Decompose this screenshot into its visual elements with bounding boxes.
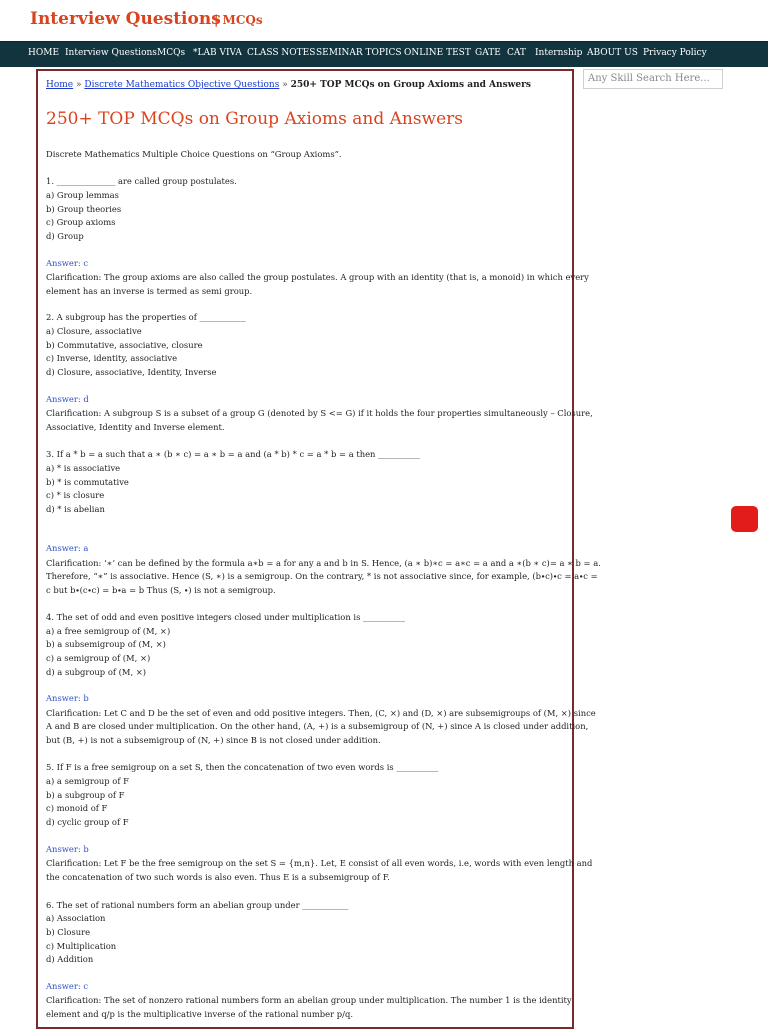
nav-interview-questions[interactable]: Interview Questions [65,48,157,58]
question-text: 4. The set of odd and even positive integers closed under multiplication is __________ [46,612,405,622]
intro-text: Discrete Mathematics Multiple Choice Questions on “Group Axioms”. [46,149,342,159]
main-navigation [0,41,768,67]
question-text: 1. ______________ are called group postulates. [46,176,237,186]
clarification: c but b∙(c∙c) = b∙a = b Thus (S, ∙) is not a semigroup. [46,585,276,595]
search-input[interactable]: Any Skill Search Here... [583,69,723,89]
option: d) Addition [46,954,94,964]
option: c) Inverse, identity, associative [46,353,178,363]
question-text: 5. If F is a free semigroup on a set S, then the concatenation of two even words is __________ [46,762,439,772]
page-title: 250+ TOP MCQs on Group Axioms and Answers [46,109,464,129]
breadcrumb-category[interactable]: Discrete Mathematics Objective Questions [84,80,280,90]
nav-gate[interactable]: GATE [475,48,501,58]
nav-home[interactable]: HOME [28,48,60,58]
option: b) a subsemigroup of (M, ×) [46,639,166,649]
clarification: Clarification: The set of nonzero rational numbers form an abelian group under multiplication. The number 1 is the identity [46,995,572,1005]
clarification: Clarification: Let F be the free semigroup on the set S = {m,n}. Let, E consist of all even words, i.e, words with even length and [46,858,593,868]
option: c) * is closure [46,490,105,500]
answer-link[interactable]: Answer: c [46,981,89,991]
question-text: 6. The set of rational numbers form an abelian group under ___________ [46,900,349,910]
clarification: Clarification: Let C and D be the set of even and odd positive integers. Then, (C, ×) and (D, ×) are subsemigroups of (M, ×) since [46,708,596,718]
nav-about-us[interactable]: ABOUT US [587,48,638,58]
option: b) Commutative, associative, closure [46,340,203,350]
option: b) a subgroup of F [46,790,125,800]
breadcrumb [46,80,531,90]
site-header [0,0,768,41]
option: d) * is abelian [46,504,105,514]
question-text: 3. If a * b = a such that a ∗ (b ∗ c) = a ∗ b = a and (a * b) * c = a * b = a then __________ [46,449,420,459]
answer-link[interactable]: Answer: c [46,258,89,268]
breadcrumb-separator: » [282,80,288,90]
clarification: Associative, Identity and Inverse element. [46,422,225,432]
clarification: Therefore, “∗” is associative. Hence (S, ∗) is a semigroup. On the contrary, * is not associative since, for example, (b∙c)∙c = a∙c = [46,571,598,581]
nav-cat[interactable]: CAT [507,48,526,58]
nav-privacy-policy[interactable]: Privacy Policy [643,48,707,58]
option: b) * is commutative [46,477,129,487]
option: d) Group [46,231,84,241]
breadcrumb-home[interactable]: Home [46,80,74,90]
option: c) a semigroup of (M, ×) [46,653,151,663]
clarification: the concatenation of two such words is also even. Thus E is a subsemigroup of F. [46,872,390,882]
clarification: but (B, +) is not a subsemigroup of (N, +) since B is not closed under addition. [46,735,381,745]
option: c) Group axioms [46,217,116,227]
clarification: Clarification: A subgroup S is a subset of a group G (denoted by S <= G) if it holds the four properties simultaneously – Closure, [46,408,593,418]
nav-internship[interactable]: Internship [535,48,583,58]
site-title[interactable]: Interview Questions [30,9,221,29]
answer-link[interactable]: Answer: b [46,844,89,854]
option: d) Closure, associative, Identity, Inverse [46,367,217,377]
nav-lab-viva[interactable]: *LAB VIVA [193,48,242,58]
clarification: element and q/p is the multiplicative inverse of the rational number p/q. [46,1009,353,1019]
answer-link[interactable]: Answer: d [46,394,89,404]
clarification: element has an inverse is termed as semi group. [46,286,253,296]
option: a) Closure, associative [46,326,142,336]
option: c) Multiplication [46,941,117,951]
option: a) a semigroup of F [46,776,129,786]
option: a) Association [46,913,106,923]
nav-online-test[interactable]: ONLINE TEST [404,48,471,58]
option: a) Group lemmas [46,190,119,200]
floating-action-button[interactable] [731,506,758,532]
option: d) a subgroup of (M, ×) [46,667,147,677]
question-text: 2. A subgroup has the properties of ___________ [46,312,246,322]
option: a) a free semigroup of (M, ×) [46,626,171,636]
option: b) Closure [46,927,91,937]
clarification: Clarification: ‘∗’ can be defined by the formula a∗b = a for any a and b in S. Hence, (a ∗ b)∗c = a∗c = a and a ∗(b ∗ c)= a ∗ b = a. [46,558,601,568]
option: b) Group theories [46,204,122,214]
clarification: A and B are closed under multiplication. On the other hand, (A, +) is a subsemigroup of (N, +) since A is closed under addition, [46,721,589,731]
nav-class-notes[interactable]: CLASS NOTES [247,48,316,58]
option: a) * is associative [46,463,121,473]
nav-seminar-topics[interactable]: SEMINAR TOPICS [316,48,402,58]
nav-mcqs[interactable]: MCQs [157,48,186,58]
site-subtitle[interactable]: | MCQs [214,13,263,27]
answer-link[interactable]: Answer: b [46,693,89,703]
option: c) monoid of F [46,803,108,813]
option: d) cyclic group of F [46,817,129,827]
breadcrumb-current: 250+ TOP MCQs on Group Axioms and Answers [290,80,531,90]
breadcrumb-separator: » [76,80,82,90]
answer-link[interactable]: Answer: a [46,543,89,553]
clarification: Clarification: The group axioms are also called the group postulates. A group with an identity (that is, a monoid) in which every [46,272,589,282]
